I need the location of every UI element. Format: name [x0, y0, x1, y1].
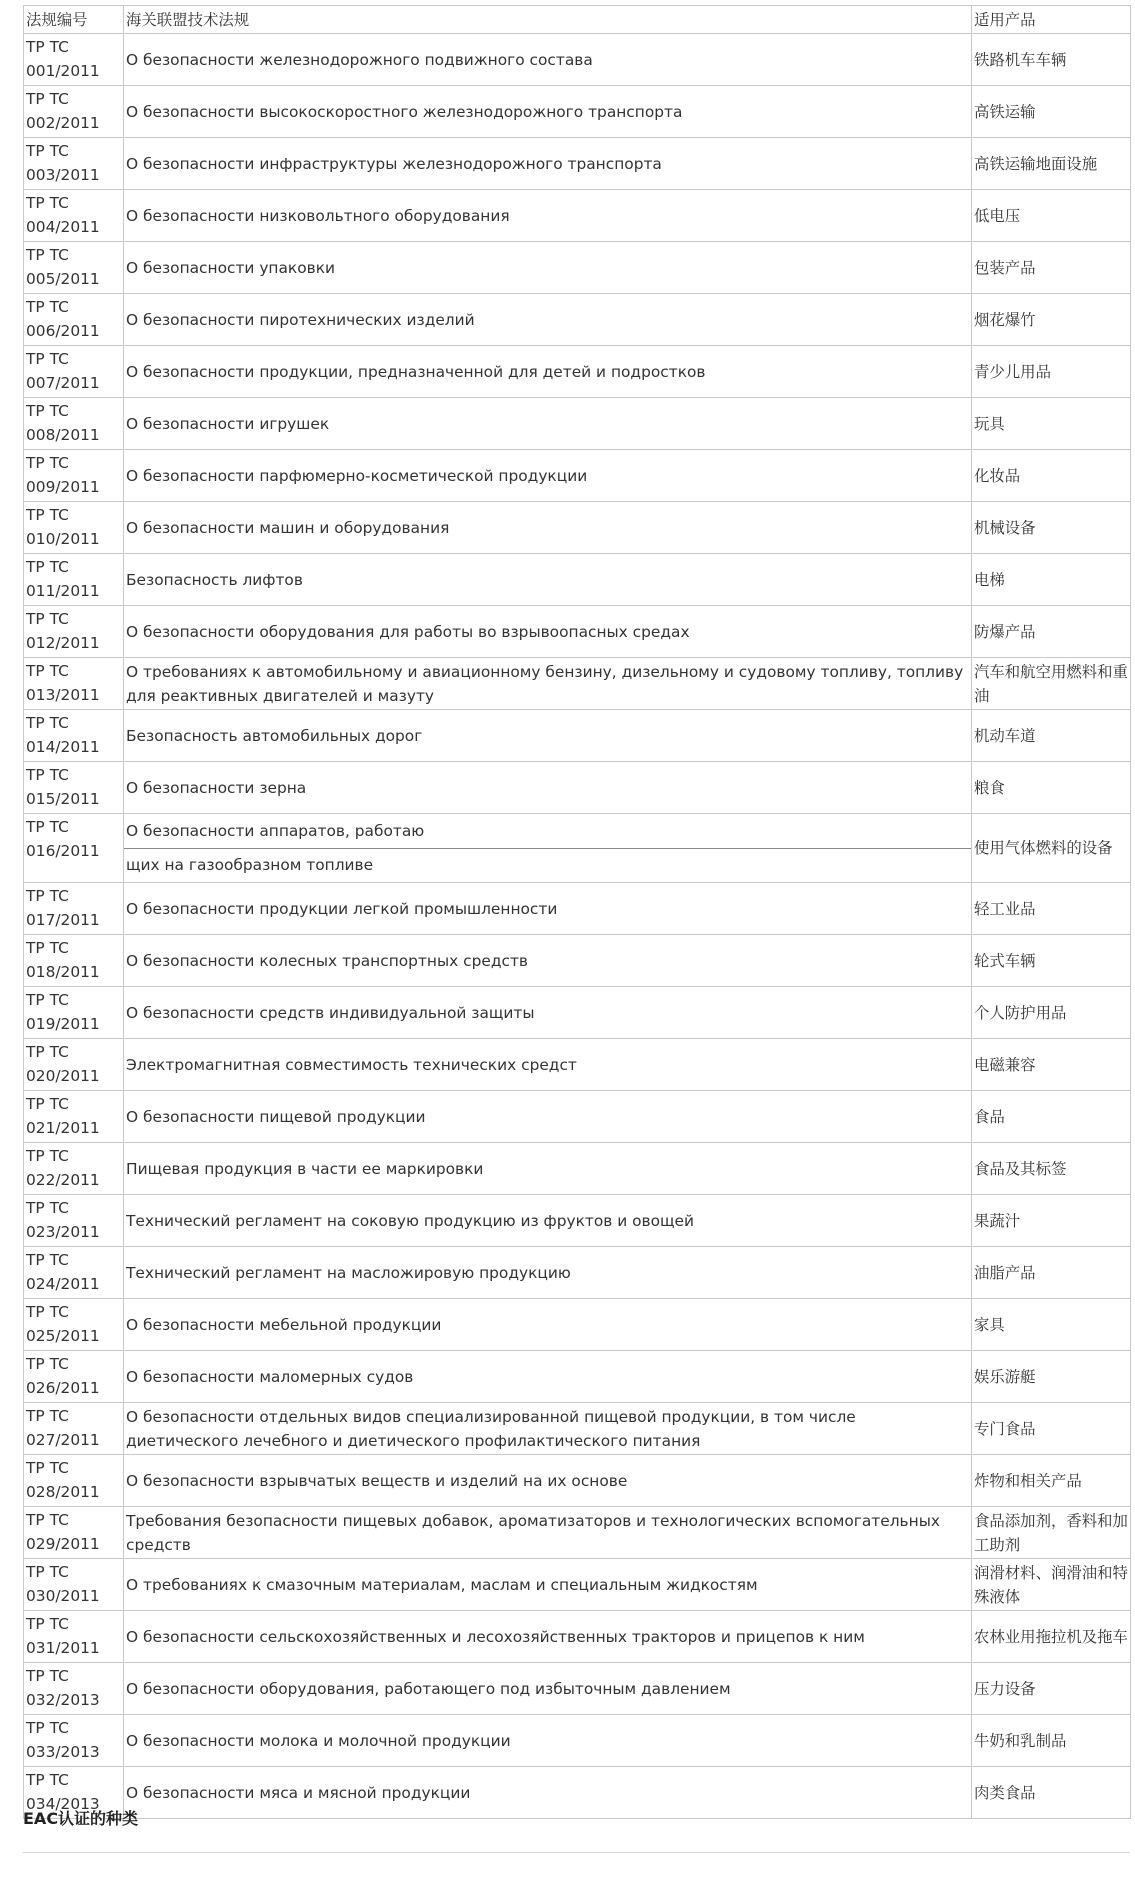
regulation-title: О безопасности продукции легкой промышленности [124, 883, 972, 935]
regulation-title-part: О безопасности аппаратов, работаю [126, 822, 425, 841]
regulation-code: TP TC 006/2011 [24, 294, 124, 346]
regulation-code: TP TC 013/2011 [24, 658, 124, 710]
table-row [24, 883, 1131, 935]
regulation-title: Пищевая продукция в части ее маркировки [124, 1143, 972, 1195]
table-row [24, 658, 1131, 710]
table-row [24, 1299, 1131, 1351]
regulation-title: О безопасности низковольтного оборудования [124, 190, 972, 242]
applicable-product: 个人防护用品 [972, 987, 1131, 1039]
regulation-code: TP TC 023/2011 [24, 1195, 124, 1247]
applicable-product: 专门食品 [972, 1403, 1131, 1455]
regulation-code: TP TC 026/2011 [24, 1351, 124, 1403]
applicable-product: 油脂产品 [972, 1247, 1131, 1299]
regulation-title-part: щих на газообразном топливе [126, 855, 374, 874]
regulation-code: TP TC 033/2013 [24, 1715, 124, 1767]
regulation-title: О безопасности мяса и мясной продукции [124, 1767, 972, 1819]
table-row [24, 1663, 1131, 1715]
applicable-product: 食品添加剂，香料和加工助剂 [972, 1507, 1131, 1559]
table-row [24, 987, 1131, 1039]
table-row [24, 1559, 1131, 1611]
regulation-title: О безопасности молока и молочной продукции [124, 1715, 972, 1767]
regulation-code: TP TC 022/2011 [24, 1143, 124, 1195]
applicable-product: 食品及其标签 [972, 1143, 1131, 1195]
regulation-title-split [124, 815, 971, 881]
regulation-code: TP TC 011/2011 [24, 554, 124, 606]
applicable-product: 机动车道 [972, 710, 1131, 762]
applicable-product: 烟花爆竹 [972, 294, 1131, 346]
applicable-product: 粮食 [972, 762, 1131, 814]
applicable-product: 食品 [972, 1091, 1131, 1143]
regulation-code: TP TC 029/2011 [24, 1507, 124, 1559]
applicable-product: 包装产品 [972, 242, 1131, 294]
applicable-product: 炸物和相关产品 [972, 1455, 1131, 1507]
header-product: 适用产品 [972, 6, 1131, 34]
regulation-code: TP TC 015/2011 [24, 762, 124, 814]
regulation-title: О безопасности средств индивидуальной защиты [124, 987, 972, 1039]
regulation-code: TP TC 010/2011 [24, 502, 124, 554]
regulation-title: О безопасности оборудования, работающего под избыточным давлением [124, 1663, 972, 1715]
table-row [24, 1611, 1131, 1663]
regulation-title: О безопасности игрушек [124, 398, 972, 450]
regulation-code: TP TC 012/2011 [24, 606, 124, 658]
regulation-title: Безопасность автомобильных дорог [124, 710, 972, 762]
applicable-product: 牛奶和乳制品 [972, 1715, 1131, 1767]
regulation-title: О безопасности оборудования для работы во взрывоопасных средах [124, 606, 972, 658]
applicable-product: 高铁运输地面设施 [972, 138, 1131, 190]
regulation-title: О требованиях к смазочным материалам, маслам и специальным жидкостям [124, 1559, 972, 1611]
section-heading: EAC认证的种类 [23, 1809, 139, 1828]
regulation-title: О безопасности маломерных судов [124, 1351, 972, 1403]
regulation-title: О безопасности мебельной продукции [124, 1299, 972, 1351]
regulation-code: TP TC 009/2011 [24, 450, 124, 502]
table-row [24, 1507, 1131, 1559]
table-row [24, 1091, 1131, 1143]
regulation-code: TP TC 030/2011 [24, 1559, 124, 1611]
regulation-title: О безопасности зерна [124, 762, 972, 814]
applicable-product: 轻工业品 [972, 883, 1131, 935]
regulation-code: TP TC 004/2011 [24, 190, 124, 242]
regulation-code: TP TC 001/2011 [24, 34, 124, 86]
regulation-code: TP TC 003/2011 [24, 138, 124, 190]
table-row [24, 554, 1131, 606]
regulations-table-body [24, 6, 1131, 1819]
regulation-code: TP TC 025/2011 [24, 1299, 124, 1351]
regulation-title: О безопасности пиротехнических изделий [124, 294, 972, 346]
applicable-product: 果蔬汁 [972, 1195, 1131, 1247]
regulations-table [23, 5, 1131, 1819]
table-row [24, 1403, 1131, 1455]
regulation-code: TP TC 032/2013 [24, 1663, 124, 1715]
regulation-code: TP TC 016/2011 [24, 814, 124, 883]
applicable-product: 家具 [972, 1299, 1131, 1351]
applicable-product: 电磁兼容 [972, 1039, 1131, 1091]
regulation-code: TP TC 024/2011 [24, 1247, 124, 1299]
regulation-title: О безопасности инфраструктуры железнодорожного транспорта [124, 138, 972, 190]
table-row [24, 450, 1131, 502]
table-row [24, 1767, 1131, 1819]
regulation-code: TP TC 002/2011 [24, 86, 124, 138]
regulation-code: TP TC 020/2011 [24, 1039, 124, 1091]
regulation-title: О безопасности упаковки [124, 242, 972, 294]
applicable-product: 高铁运输 [972, 86, 1131, 138]
regulation-code: TP TC 005/2011 [24, 242, 124, 294]
applicable-product: 机械设备 [972, 502, 1131, 554]
regulation-code: TP TC 028/2011 [24, 1455, 124, 1507]
table-row [24, 1455, 1131, 1507]
table-row [24, 814, 1131, 883]
regulation-code: TP TC 014/2011 [24, 710, 124, 762]
table-row [24, 762, 1131, 814]
regulation-code: TP TC 017/2011 [24, 883, 124, 935]
applicable-product: 肉类食品 [972, 1767, 1131, 1819]
table-row [24, 1715, 1131, 1767]
regulation-title: О безопасности парфюмерно-косметической продукции [124, 450, 972, 502]
regulation-title: О безопасности сельскохозяйственных и лесохозяйственных тракторов и прицепов к ним [124, 1611, 972, 1663]
applicable-product: 防爆产品 [972, 606, 1131, 658]
applicable-product: 电梯 [972, 554, 1131, 606]
regulation-title [124, 814, 972, 883]
applicable-product: 玩具 [972, 398, 1131, 450]
regulation-code: TP TC 019/2011 [24, 987, 124, 1039]
regulation-code: TP TC 008/2011 [24, 398, 124, 450]
table-row [24, 1351, 1131, 1403]
regulation-title: Технический регламент на масложировую продукцию [124, 1247, 972, 1299]
regulation-title: Электромагнитная совместимость технических средст [124, 1039, 972, 1091]
applicable-product: 娱乐游艇 [972, 1351, 1131, 1403]
table-row [24, 294, 1131, 346]
regulation-code: TP TC 018/2011 [24, 935, 124, 987]
header-code: 法规编号 [24, 6, 124, 34]
regulation-title: О безопасности пищевой продукции [124, 1091, 972, 1143]
table-row [24, 34, 1131, 86]
table-row [24, 710, 1131, 762]
table-row [24, 86, 1131, 138]
applicable-product: 汽车和航空用燃料和重油 [972, 658, 1131, 710]
regulation-code: TP TC 027/2011 [24, 1403, 124, 1455]
regulation-title: О безопасности железнодорожного подвижного состава [124, 34, 972, 86]
regulation-title: О безопасности высокоскоростного железнодорожного транспорта [124, 86, 972, 138]
regulation-title: О требованиях к автомобильному и авиационному бензину, дизельному и судовому топливу, топливу для реактивных двигателей и мазуту [124, 658, 972, 710]
table-row [24, 190, 1131, 242]
regulation-title: Безопасность лифтов [124, 554, 972, 606]
regulation-title: О безопасности отдельных видов специализированной пищевой продукции, в том числе диетического лечебного и диетического профилактического питания [124, 1403, 972, 1455]
table-row [24, 242, 1131, 294]
table-header-row [24, 6, 1131, 34]
regulation-title: Технический регламент на соковую продукцию из фруктов и овощей [124, 1195, 972, 1247]
table-row [24, 935, 1131, 987]
table-row [24, 1143, 1131, 1195]
table-row [24, 346, 1131, 398]
applicable-product: 铁路机车车辆 [972, 34, 1131, 86]
regulation-code: TP TC 021/2011 [24, 1091, 124, 1143]
applicable-product: 压力设备 [972, 1663, 1131, 1715]
applicable-product: 低电压 [972, 190, 1131, 242]
table-row [24, 1247, 1131, 1299]
table-row [24, 398, 1131, 450]
regulation-title: О безопасности колесных транспортных средств [124, 935, 972, 987]
regulation-title: О безопасности взрывчатых веществ и изделий на их основе [124, 1455, 972, 1507]
section-divider [23, 1852, 1130, 1853]
table-row [24, 1039, 1131, 1091]
applicable-product: 使用气体燃料的设备 [972, 814, 1131, 883]
table-row [24, 606, 1131, 658]
table-row [24, 138, 1131, 190]
regulation-title: О безопасности машин и оборудования [124, 502, 972, 554]
regulation-title: Требования безопасности пищевых добавок, ароматизаторов и технологических вспомогательных средств [124, 1507, 972, 1559]
regulation-code: TP TC 031/2011 [24, 1611, 124, 1663]
table-row [24, 502, 1131, 554]
table-row [24, 1195, 1131, 1247]
applicable-product: 化妆品 [972, 450, 1131, 502]
regulation-code: TP TC 034/2013 [24, 1767, 124, 1819]
applicable-product: 轮式车辆 [972, 935, 1131, 987]
regulation-title: О безопасности продукции, предназначенной для детей и подростков [124, 346, 972, 398]
applicable-product: 青少儿用品 [972, 346, 1131, 398]
regulation-code: TP TC 007/2011 [24, 346, 124, 398]
header-regulation: 海关联盟技术法规 [124, 6, 972, 34]
applicable-product: 润滑材料、润滑油和特殊液体 [972, 1559, 1131, 1611]
applicable-product: 农林业用拖拉机及拖车 [972, 1611, 1131, 1663]
